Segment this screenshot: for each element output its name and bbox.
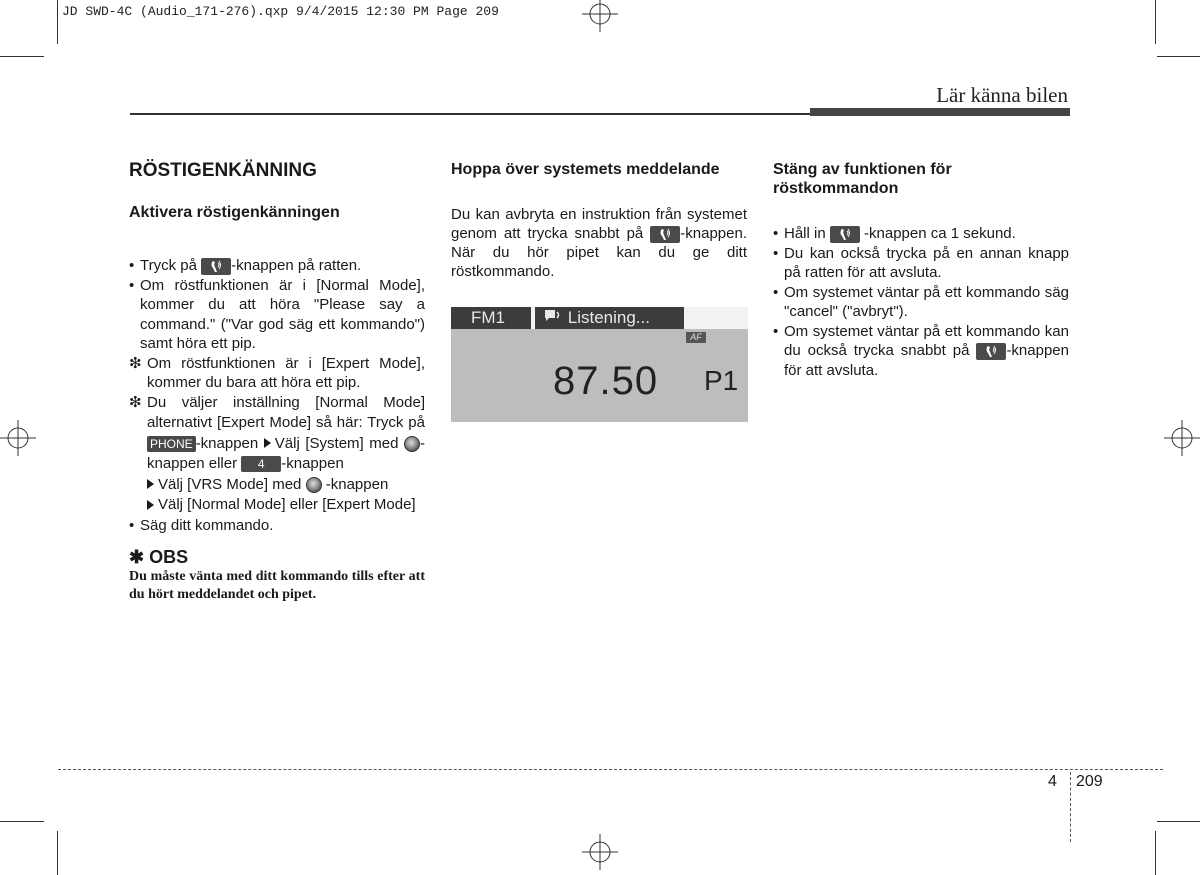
radio-display-screen — [451, 307, 748, 422]
footer-rule — [58, 769, 1163, 770]
column-3 — [773, 160, 1069, 380]
frequency-readout: 87.50 — [553, 359, 659, 403]
crop-mark — [57, 831, 58, 875]
jog-knob-icon — [404, 436, 420, 452]
band-tab: FM1 — [451, 307, 531, 329]
crop-mark — [0, 821, 44, 822]
subheading: Aktivera röstigenkänningen — [129, 204, 340, 221]
page-heading: RÖSTIGENKÄNNING — [129, 160, 317, 181]
paragraph: Du kan avbryta en instruktion från systemet genom att trycka snabbt på -knappen. När du hör pipet kan du ge ditt röstkommando. — [451, 206, 747, 280]
phone-button-icon: PHONE — [147, 436, 196, 452]
note-heading: ✱ OBS — [129, 547, 189, 567]
page-number: 209 — [1076, 773, 1103, 790]
preset-4-button-icon: 4 — [241, 456, 281, 472]
list-item: • Om systemet väntar på ett kommando säg "cancel" ("avbryt"). — [773, 283, 1069, 320]
crop-mark — [1155, 831, 1156, 875]
af-indicator: AF — [686, 332, 706, 343]
print-slug-line: JD SWD-4C (Audio_171-276).qxp 9/4/2015 12:30 PM Page 209 — [62, 4, 499, 19]
arrow-right-icon — [147, 479, 154, 489]
section-heading: Hoppa över systemets meddelande — [451, 161, 720, 178]
crop-mark — [1155, 0, 1156, 44]
list-item: • Om röstfunktionen är i [Normal Mode], kommer du att höra "Please say a command." ("Var god säg ett kommando") samt höra ett pip. — [129, 276, 425, 352]
list-item: • Säg ditt kommando. — [129, 516, 274, 534]
jog-knob-icon — [306, 477, 322, 493]
voice-talk-icon — [976, 343, 1006, 360]
list-item: • Håll in -knappen ca 1 sekund. — [773, 225, 1016, 242]
section-heading: Stäng av funktionen för röstkommandon — [773, 161, 952, 197]
bullet-marker: • — [773, 244, 779, 262]
chapter-number: 4 — [1048, 773, 1057, 790]
voice-talk-icon — [830, 226, 860, 243]
crop-mark — [0, 56, 44, 57]
voice-talk-icon — [650, 226, 680, 243]
arrow-right-icon — [147, 500, 154, 510]
section-header-title: Lär känna bilen — [936, 83, 1068, 107]
bullet-marker: • — [129, 516, 135, 534]
star-marker: ❇ — [129, 393, 142, 411]
list-item: • Tryck på -knappen på ratten. — [129, 257, 362, 274]
arrow-right-icon — [264, 438, 271, 448]
bullet-marker: • — [773, 283, 779, 301]
header-rule-bar — [810, 108, 1070, 116]
bullet-marker: • — [773, 225, 779, 242]
column-2 — [451, 160, 747, 281]
registration-mark-icon — [1164, 420, 1200, 456]
list-item: • Du kan också trycka på en annan knapp på ratten för att avsluta. — [773, 244, 1069, 281]
registration-mark-icon — [0, 420, 36, 456]
registration-mark-icon — [582, 0, 618, 32]
bullet-marker: • — [129, 276, 135, 294]
note-item: ❇ Du väljer inställning [Normal Mode] alternativt [Expert Mode] så här: Tryck på PHONE -knappen Välj [System] med -knappen eller 4 -knappen Välj [VRS Mode] med -knappen Välj [Normal Mode] eller [Expert Mode] — [129, 393, 425, 513]
column-1 — [129, 160, 425, 604]
note-text: Du måste vänta med ditt kommando tills efter att du hört meddelandet och pipet. — [129, 569, 425, 602]
bullet-marker: • — [773, 322, 779, 340]
star-marker: ❇ — [129, 354, 142, 372]
bullet-marker: • — [129, 257, 135, 274]
preset-readout: P1 — [704, 365, 739, 396]
registration-mark-icon — [582, 834, 618, 870]
obs-star-icon: ✱ — [129, 547, 145, 567]
voice-talk-icon — [201, 258, 231, 275]
crop-mark — [1157, 821, 1200, 822]
note-item: ❇ Om röstfunktionen är i [Expert Mode], kommer du bara att höra ett pip. — [129, 354, 425, 391]
footer-divider — [1070, 772, 1071, 842]
header-rule — [130, 113, 810, 115]
crop-mark — [1157, 56, 1200, 57]
crop-mark — [57, 0, 58, 44]
list-item: • Om systemet väntar på ett kommando kan du också trycka snabbt på -knappen för att avsluta. — [773, 322, 1069, 379]
speech-bubble-icon — [543, 308, 563, 326]
listening-tab: Listening... — [535, 307, 684, 329]
